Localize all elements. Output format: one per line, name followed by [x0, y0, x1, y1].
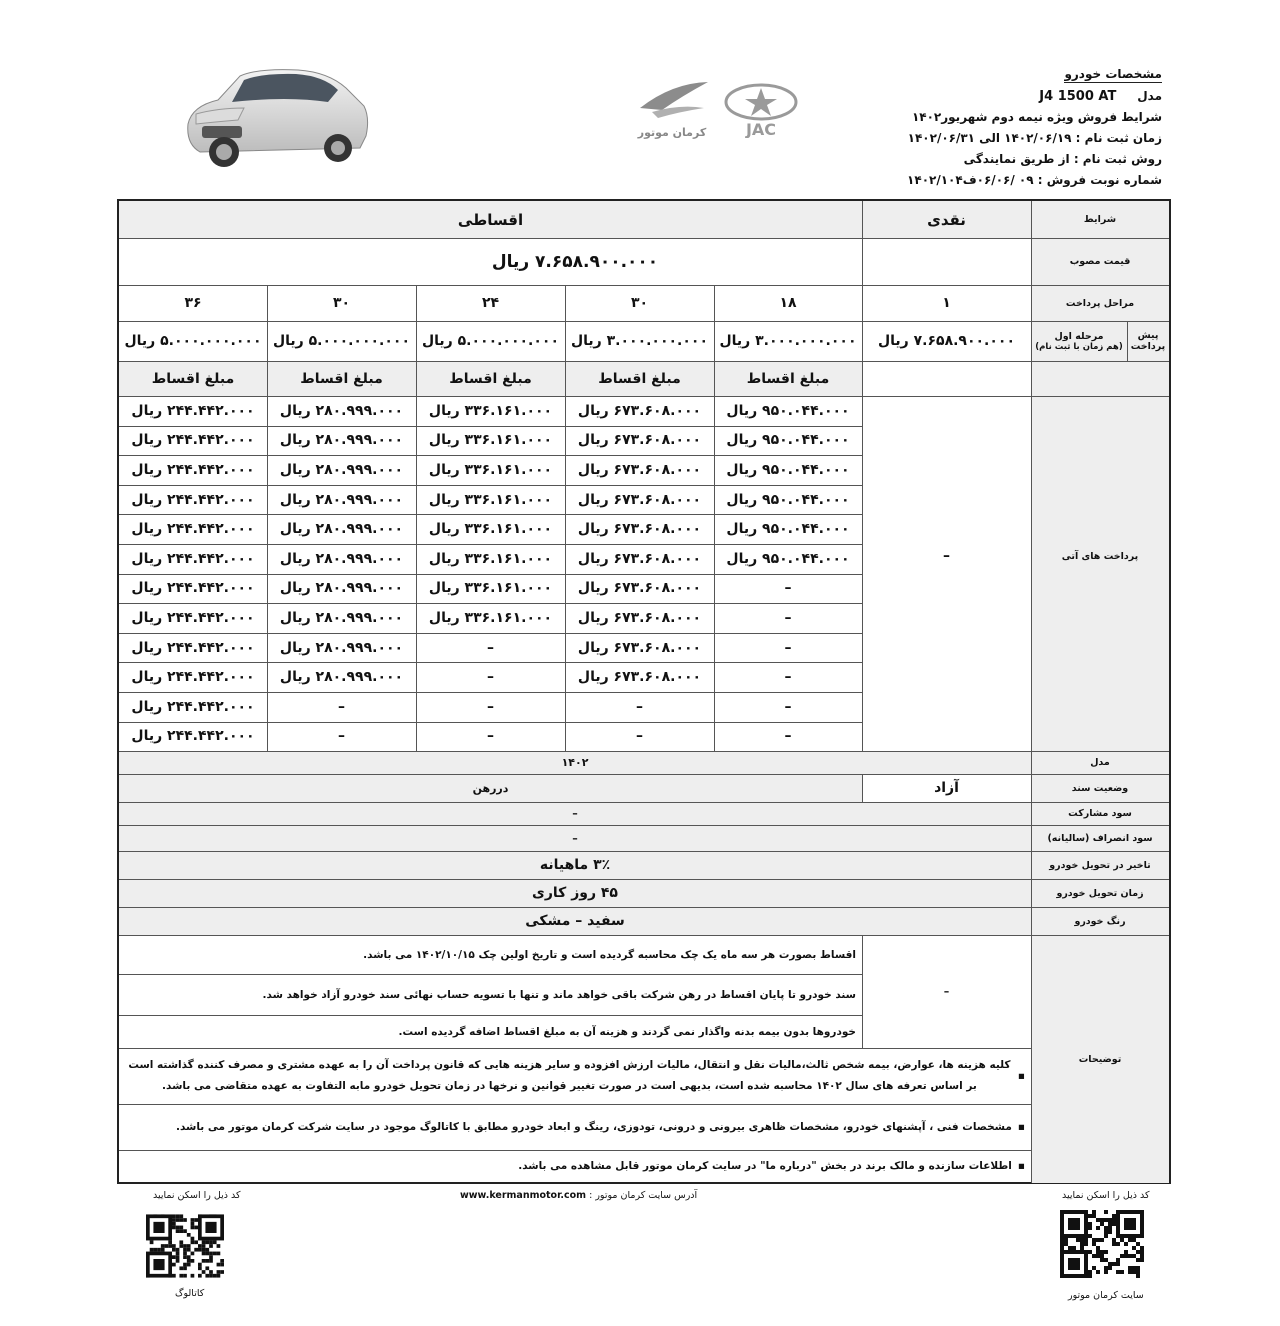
- label-model: مدل: [1090, 757, 1110, 768]
- installment-amount-cell: ۲۸۰.۹۹۹.۰۰۰ ریال: [279, 639, 404, 656]
- installment-amount-cell: ۳۳۶.۱۶۱.۰۰۰ ریال: [428, 580, 553, 597]
- installment-amount-cell: ۲۴۴.۴۴۲.۰۰۰ ریال: [131, 461, 255, 478]
- installment-amount-cell: ۲۸۰.۹۹۹.۰۰۰ ریال: [279, 609, 404, 626]
- model-label: مدل: [1137, 89, 1162, 103]
- installment-amount-cell: –: [487, 669, 494, 686]
- installment-amount-cell: ۲۸۰.۹۹۹.۰۰۰ ریال: [279, 432, 404, 449]
- installment-amount-cell: ۲۸۰.۹۹۹.۰۰۰ ریال: [279, 461, 404, 478]
- approved-price: ۷.۶۵۸.۹۰۰.۰۰۰ ریال: [491, 251, 659, 272]
- installment-amount-cell: ۲۴۴.۴۴۲.۰۰۰ ریال: [131, 698, 255, 715]
- sale-number: شماره نوبت فروش : ۰۹ /۰۶/۰۶ف۱۴۰۲/۱۰۴: [907, 173, 1162, 187]
- installment-prepayment-2: ۳.۰۰۰.۰۰۰.۰۰۰ ریال: [571, 333, 709, 349]
- installment-amount-cell: ۶۷۳.۶۰۸.۰۰۰ ریال: [577, 580, 702, 597]
- notes-cash: –: [943, 985, 950, 998]
- installment-amount-cell: ۳۳۶.۱۶۱.۰۰۰ ریال: [428, 609, 553, 626]
- installment-amount-header-2: مبلغ اقساط: [598, 370, 681, 387]
- installment-amount-cell: ۲۴۴.۴۴۲.۰۰۰ ریال: [131, 550, 255, 567]
- installment-amount-cell: ۲۴۴.۴۴۲.۰۰۰ ریال: [131, 639, 255, 656]
- general-note: [119, 1150, 1031, 1183]
- label-notes: توضیحات: [1078, 1053, 1122, 1065]
- delivery-time: ۴۵ روز کاری: [532, 885, 618, 901]
- installment-amount-cell: ۲۸۰.۹۹۹.۰۰۰ ریال: [279, 521, 404, 538]
- bullet-icon: ▪: [1017, 1069, 1025, 1082]
- installment-amount-cell: ۲۸۰.۹۹۹.۰۰۰ ریال: [279, 550, 404, 567]
- installment-header: اقساطی: [457, 210, 524, 229]
- installment-amount-cell: ۶۷۳.۶۰۸.۰۰۰ ریال: [577, 609, 702, 626]
- installment-amount-cell: ۳۳۶.۱۶۱.۰۰۰ ریال: [428, 461, 553, 478]
- jac-logo-icon: [722, 82, 800, 138]
- installment-amount-cell: ۲۴۴.۴۴۲.۰۰۰ ریال: [131, 521, 255, 538]
- label-cancellation-profit: سود انصراف (سالیانه): [1047, 832, 1153, 844]
- label-payment-stages: مراحل پرداخت: [1065, 297, 1135, 309]
- installment-amount-cell: ۶۷۳.۶۰۸.۰۰۰ ریال: [577, 669, 702, 686]
- jac-logo-text: JAC: [745, 120, 777, 138]
- installment-amount-cell: –: [487, 698, 494, 715]
- scan-hint-right: کد ذیل را اسکن نمایید: [1062, 1190, 1150, 1201]
- installment-amount-header-5: مبلغ اقساط: [151, 370, 235, 387]
- installment-stages-3: ۲۴: [481, 295, 500, 311]
- model-line: [1039, 89, 1162, 104]
- installment-amount-header-4: مبلغ اقساط: [300, 370, 383, 387]
- partnership-profit: –: [572, 807, 578, 820]
- installment-stages-2: ۳۰: [630, 295, 649, 311]
- document-status-installment: دررهن: [472, 781, 509, 795]
- label-first-stage: [1031, 321, 1127, 361]
- delivery-delay: ۳٪ ماهیانه: [539, 857, 611, 873]
- installment-amount-cell: ۲۸۰.۹۹۹.۰۰۰ ریال: [279, 491, 404, 508]
- car-color: سفید – مشکی: [525, 913, 625, 929]
- installment-amount-cell: –: [784, 698, 792, 715]
- qr-code-site-icon[interactable]: [1060, 1210, 1144, 1278]
- installment-amount-cell: ۹۵۰.۰۴۴.۰۰۰ ریال: [726, 461, 850, 478]
- installment-stages-1: ۱۸: [779, 295, 797, 311]
- installment-amount-cell: ۶۷۳.۶۰۸.۰۰۰ ریال: [577, 402, 702, 419]
- installment-amount-cell: ۲۴۴.۴۴۲.۰۰۰ ریال: [131, 609, 255, 626]
- installment-amount-cell: ۶۷۳.۶۰۸.۰۰۰ ریال: [577, 432, 702, 449]
- general-note-text: کلیه هزینه ها، عوارض، بیمه شخص ثالث،مالیات نقل و انتقال، مالیات ارزش افزوده و سایر هزینه هایی که قانون پرداخت آن را به عهده مشتری و مصرف کننده گذاشته است بر اساس تعرفه های سال ۱۴۰۲ محاسبه شده است، بدیهی است در صورت تغییر قوانین و نرخها در زمان تحویل خودرو مابه التفاوت به عهده متقاضی می باشد.: [128, 1059, 1011, 1092]
- scan-hint-left: کد ذیل را اسکن نمایید: [153, 1190, 241, 1201]
- label-future-payments: پرداخت های آتی: [1061, 550, 1139, 562]
- general-note-text: مشخصات فنی ، آپشنهای خودرو، مشخصات ظاهری بیرونی و درونی، تودوزی، رینگ و ابعاد خودرو مطابق با کاتالوگ موجود در سایت شرکت کرمان موتور می باشد.: [175, 1120, 1012, 1133]
- installment-amount-cell: ۶۷۳.۶۰۸.۰۰۰ ریال: [577, 639, 702, 656]
- qr-catalog-caption: کاتالوگ: [175, 1288, 205, 1299]
- cash-prepayment: ۷.۶۵۸.۹۰۰.۰۰۰ ریال: [878, 333, 1016, 349]
- registration-time: زمان ثبت نام : ۱۴۰۲/۰۶/۱۹ الی ۱۴۰۲/۰۶/۳۱: [907, 131, 1162, 145]
- installment-amount-cell: ۶۷۳.۶۰۸.۰۰۰ ریال: [577, 491, 702, 508]
- installment-amount-cell: ۲۴۴.۴۴۲.۰۰۰ ریال: [131, 728, 255, 745]
- cancellation-profit: –: [572, 831, 578, 845]
- installment-amount-cell: ۲۴۴.۴۴۲.۰۰۰ ریال: [131, 432, 255, 449]
- installment-amount-cell: –: [784, 609, 792, 626]
- sale-conditions: شرایط فروش ویژه نیمه دوم شهریور۱۴۰۲: [911, 110, 1162, 124]
- kerman-logo-text: کرمان موتور: [637, 126, 707, 139]
- qr-code-catalog-icon[interactable]: [146, 1214, 224, 1278]
- bullet-icon: ▪: [1017, 1160, 1025, 1172]
- car-image: [178, 62, 373, 172]
- pricing-table: [117, 199, 1171, 1184]
- installment-amount-cell: ۶۷۳.۶۰۸.۰۰۰ ریال: [577, 461, 702, 478]
- installment-amount-cell: ۹۵۰.۰۴۴.۰۰۰ ریال: [726, 521, 850, 538]
- installment-prepayment-1: ۳.۰۰۰.۰۰۰.۰۰۰ ریال: [719, 333, 857, 349]
- label-conditions: شرایط: [1083, 214, 1117, 225]
- cash-future-payments: –: [943, 548, 950, 564]
- bullet-icon: ▪: [1017, 1120, 1025, 1133]
- installment-amount-cell: –: [636, 728, 643, 745]
- qr-site-caption: سایت کرمان موتور: [1068, 1290, 1144, 1301]
- website-line: [460, 1190, 697, 1201]
- installment-amount-cell: ۹۵۰.۰۴۴.۰۰۰ ریال: [726, 402, 850, 419]
- label-approved-price: قیمت مصوب: [1069, 256, 1131, 267]
- installment-amount-cell: ۶۷۳.۶۰۸.۰۰۰ ریال: [577, 550, 702, 567]
- website-url[interactable]: www.kermanmotor.com: [460, 1190, 587, 1201]
- installment-amount-cell: ۳۳۶.۱۶۱.۰۰۰ ریال: [428, 402, 553, 419]
- installment-amount-cell: ۹۵۰.۰۴۴.۰۰۰ ریال: [726, 550, 850, 567]
- installment-amount-header-1: مبلغ اقساط: [746, 370, 830, 387]
- installment-amount-cell: ۳۳۶.۱۶۱.۰۰۰ ریال: [428, 521, 553, 538]
- installment-amount-cell: ۲۸۰.۹۹۹.۰۰۰ ریال: [279, 669, 404, 686]
- label-delivery-time: زمان تحویل خودرو: [1056, 887, 1144, 899]
- installment-amount-cell: ۹۵۰.۰۴۴.۰۰۰ ریال: [726, 491, 850, 508]
- installment-amount-cell: ۶۷۳.۶۰۸.۰۰۰ ریال: [577, 521, 702, 538]
- installment-amount-cell: ۲۴۴.۴۴۲.۰۰۰ ریال: [131, 669, 255, 686]
- installment-amount-cell: ۳۳۶.۱۶۱.۰۰۰ ریال: [428, 550, 553, 567]
- installment-amount-cell: ۹۵۰.۰۴۴.۰۰۰ ریال: [726, 432, 850, 449]
- installment-prepayment-3: ۵.۰۰۰.۰۰۰.۰۰۰ ریال: [422, 333, 560, 349]
- installment-prepayment-4: ۵.۰۰۰.۰۰۰.۰۰۰ ریال: [273, 333, 411, 349]
- installment-note: اقساط بصورت هر سه ماه یک چک محاسبه گردیده است و تاریخ اولین چک ۱۴۰۲/۱۰/۱۵ می باشد.: [363, 948, 856, 961]
- installment-stages-5: ۳۶: [184, 295, 202, 311]
- installment-amount-cell: –: [487, 639, 494, 656]
- installment-note: خودروها بدون بیمه بدنه واگذار نمی گردند و هزینه آن به مبلغ اقساط اضافه گردیده است.: [398, 1025, 856, 1038]
- installment-stages-4: ۳۰: [332, 295, 351, 311]
- installment-prepayment-5: ۵.۰۰۰.۰۰۰.۰۰۰ ریال: [124, 333, 262, 349]
- kerman-motor-logo-icon: [632, 78, 712, 140]
- general-note-text: اطلاعات سازنده و مالک برند در بخش "درباره ما" در سایت کرمان موتور قابل مشاهده می باشد.: [518, 1160, 1012, 1172]
- installment-amount-cell: –: [338, 698, 345, 715]
- installment-amount-cell: ۲۴۴.۴۴۲.۰۰۰ ریال: [131, 491, 255, 508]
- installment-amount-header-3: مبلغ اقساط: [449, 370, 532, 387]
- label-prepayment: پیش پرداخت: [1130, 330, 1166, 352]
- page-title: مشخصات خودرو: [1064, 67, 1162, 81]
- installment-amount-cell: –: [636, 698, 643, 715]
- registration-method: روش ثبت نام : از طریق نمایندگی: [963, 152, 1162, 166]
- label-car-color: رنگ خودرو: [1074, 915, 1126, 927]
- installment-amount-cell: –: [784, 639, 792, 656]
- installment-amount-cell: –: [784, 669, 792, 686]
- label-delivery-delay: تاخیر در تحویل خودرو: [1049, 859, 1151, 871]
- first-stage-title: مرحله اول: [1054, 330, 1104, 342]
- first-stage-note: (هم زمان با ثبت نام): [1035, 341, 1123, 352]
- installment-amount-cell: ۳۳۶.۱۶۱.۰۰۰ ریال: [428, 491, 553, 508]
- website-label: آدرس سایت کرمان موتور :: [589, 1190, 698, 1201]
- label-partnership-profit: سود مشارکت: [1068, 808, 1132, 819]
- installment-amount-cell: –: [338, 728, 345, 745]
- model-year: ۱۴۰۲: [561, 756, 589, 769]
- label-document-status: وضعیت سند: [1071, 782, 1129, 794]
- cash-header: نقدی: [927, 210, 966, 229]
- installment-amount-cell: ۲۸۰.۹۹۹.۰۰۰ ریال: [279, 580, 404, 597]
- model-value: J4 1500 AT: [1039, 89, 1117, 104]
- cash-stages: ۱: [942, 295, 951, 311]
- installment-amount-cell: –: [784, 580, 792, 597]
- general-note: [119, 1104, 1031, 1150]
- installment-note: سند خودرو تا پایان اقساط در رهن شرکت باقی خواهد ماند و تنها با تسویه حساب نهائی سند خودرو آزاد خواهد شد.: [262, 988, 856, 1001]
- installment-amount-cell: –: [487, 728, 494, 745]
- installment-amount-cell: ۲۴۴.۴۴۲.۰۰۰ ریال: [131, 402, 255, 419]
- installment-amount-cell: –: [784, 728, 792, 745]
- installment-amount-cell: ۲۸۰.۹۹۹.۰۰۰ ریال: [279, 402, 404, 419]
- installment-amount-cell: ۳۳۶.۱۶۱.۰۰۰ ریال: [428, 432, 553, 449]
- document-status-cash: آزاد: [862, 774, 1031, 802]
- installment-amount-cell: ۲۴۴.۴۴۲.۰۰۰ ریال: [131, 580, 255, 597]
- general-note: [119, 1048, 1031, 1104]
